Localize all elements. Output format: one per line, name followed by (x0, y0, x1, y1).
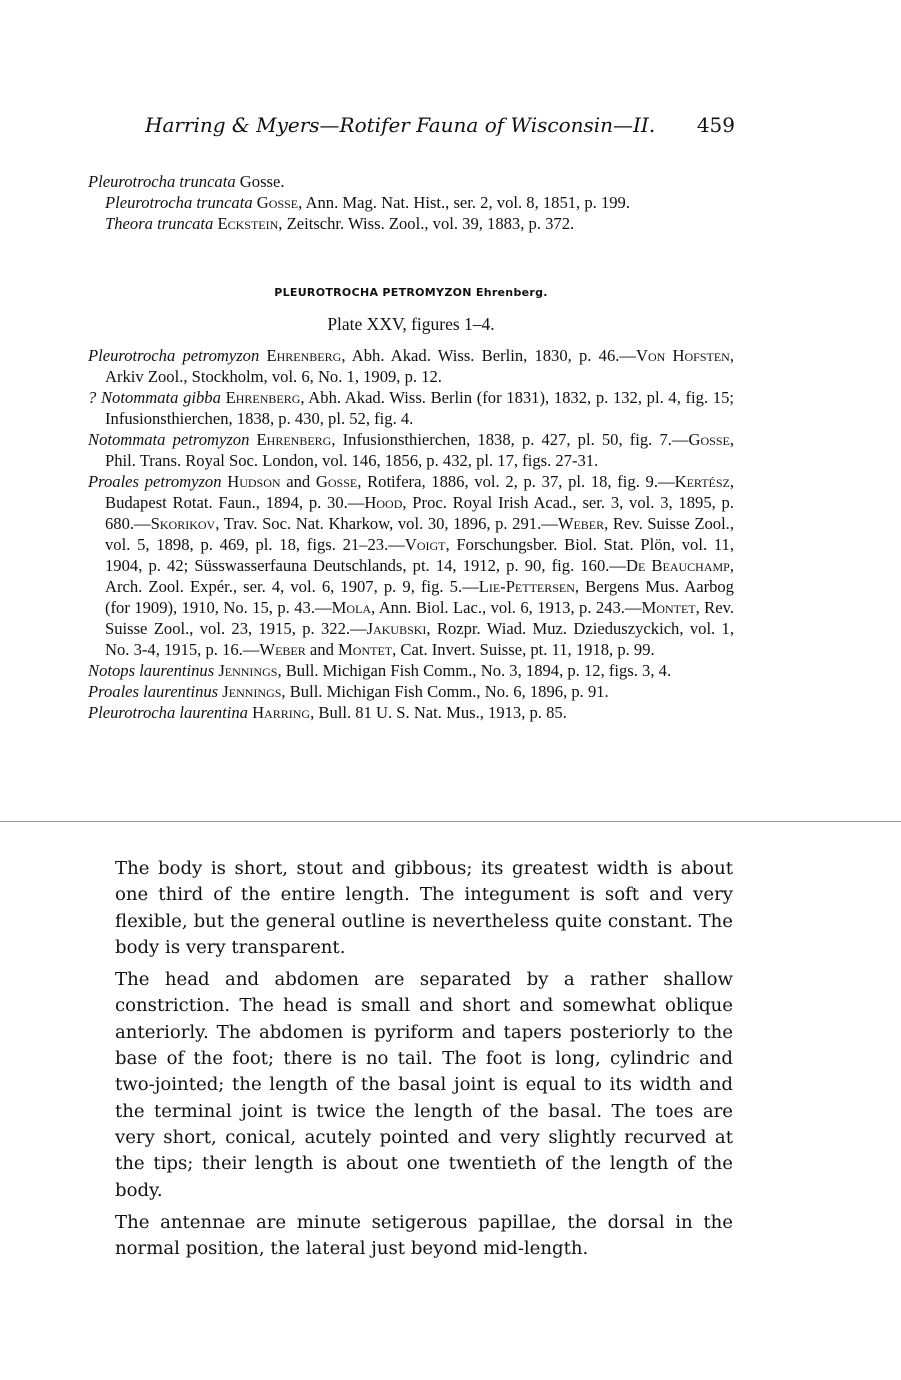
synonymy-entry: Pleurotrocha laurentina Harring, Bull. 81 U. S. Nat. Mus., 1913, p. 85. (88, 703, 567, 722)
synonymy-main: Pleurotrocha truncata Gosse. (88, 172, 285, 191)
synonymy-entry: Proales laurentinus Jennings, Bull. Michigan Fish Comm., No. 6, 1896, p. 91. (88, 682, 609, 701)
plate-reference: Plate XXV, figures 1–4. (327, 314, 495, 334)
synonymy-entry: Proales petromyzon Hudson and Gosse, Rotifera, 1886, vol. 2, p. 37, pl. 18, fig. 9.—Kertész, Budapest Rotat. Faun., 1894, p. 30.—Hood, Proc. Royal Irish Acad., ser. 3, vol. 3, 1895, p. 680.—Skorikov, Trav. Soc. Nat. Kharkow, vol. 30, 1896, p. 291.—Weber, Rev. Suisse Zool., vol. 5, 1898, p. 469, pl. 18, figs. 21–23.—Voigt, Forschungsber. Biol. Stat. Plön, vol. 11, 1904, p. 42; Süsswasserfauna Deutschlands, pt. 14, 1912, p. 90, fig. 160.—De Beauchamp, Arch. Zool. Expér., ser. 4, vol. 6, 1907, p. 9, fig. 5.—Lie-Pettersen, Bergens Mus. Aarbog (for 1909), 1910, No. 15, p. 43.—Mola, Ann. Biol. Lac., vol. 6, 1913, p. 243.—Montet, Rev. Suisse Zool., vol. 23, 1915, p. 322.—Jakubski, Rozpr. Wiad. Muz. Dzieduszyckich, vol. 1, No. 3-4, 1915, p. 16.—Weber and Montet, Cat. Invert. Suisse, pt. 11, 1918, p. 99. (88, 472, 735, 659)
page-number: 459 (696, 113, 735, 137)
scan-line-divider (0, 821, 901, 822)
body-text (115, 856, 733, 1268)
synonymy-entry: Pleurotrocha truncata Gosse, Ann. Mag. Nat. Hist., ser. 2, vol. 8, 1851, p. 199. (105, 193, 630, 212)
paragraph: The antennae are minute setigerous papillae, the dorsal in the normal position, the lateral just beyond mid-length. (115, 1211, 733, 1260)
paragraph: The head and abdomen are separated by a rather shallow constriction. The head is small and short and somewhat oblique anteriorly. The abdomen is pyriform and tapers posteriorly to the base of the foot; there is no tail. The foot is long, cylindric and two-jointed; the length of the basal joint is equal to its width and the terminal joint is twice the length of the basal. The toes are very short, conical, acutely pointed and very slightly recurved at the tips; their length is about one twentieth of the length of the body. (115, 969, 733, 1201)
running-header (145, 113, 735, 137)
species-heading: PLEUROTROCHA PETROMYZON Ehrenberg. (274, 286, 548, 299)
synonymy-entry: Notops laurentinus Jennings, Bull. Michigan Fish Comm., No. 3, 1894, p. 12, figs. 3, 4. (88, 661, 672, 680)
synonymy-entry: ? Notommata gibba Ehrenberg, Abh. Akad. Wiss. Berlin (for 1831), 1832, p. 132, pl. 4, fig. 15; Infusionsthierchen, 1838, p. 430, pl. 52, fig. 4. (88, 388, 734, 428)
top-synonymy (88, 171, 734, 234)
synonymy-entry: Pleurotrocha petromyzon Ehrenberg, Abh. Akad. Wiss. Berlin, 1830, p. 46.—Von Hofsten, Arkiv Zool., Stockholm, vol. 6, No. 1, 1909, p. 12. (88, 346, 734, 386)
synonymy-list (88, 345, 734, 723)
running-title: Harring & Myers—Rotifer Fauna of Wisconsin—II. (145, 113, 656, 137)
paragraph: The body is short, stout and gibbous; its greatest width is about one third of the entire length. The integument is soft and very flexible, but the general outline is nevertheless quite constant. The body is very transparent. (115, 858, 733, 958)
synonymy-entry: Notommata petromyzon Ehrenberg, Infusionsthierchen, 1838, p. 427, pl. 50, fig. 7.—Gosse, Phil. Trans. Royal Soc. London, vol. 146, 1856, p. 432, pl. 17, figs. 27-31. (88, 430, 734, 470)
synonymy-entry: Theora truncata Eckstein, Zeitschr. Wiss. Zool., vol. 39, 1883, p. 372. (105, 214, 575, 233)
